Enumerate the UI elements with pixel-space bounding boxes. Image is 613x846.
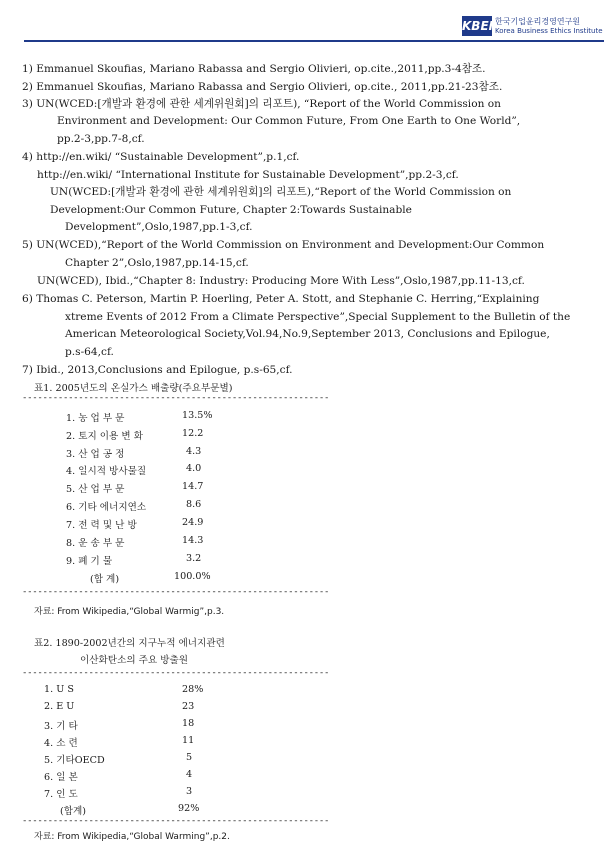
table2-total-label: (합계) [60, 806, 87, 817]
footnote-6-line-3: American Meteorological Society,Vol.94,No.9,September 2013, Conclusions and Epilogue, [65, 328, 550, 340]
table2-row-label: 4. 소 련 [44, 738, 78, 749]
footnote-3-line-3: pp.2-3,pp.7-8,cf. [57, 133, 145, 145]
table2-row-value: 11 [182, 735, 195, 746]
table1-total-value: 100.0% [174, 571, 211, 582]
table1-row-value: 14.7 [182, 481, 204, 492]
footnote-3-line-2: Environment and Development: Our Common Future, From One Earth to One World”, [57, 115, 521, 127]
table2-row-label: 2. E U [44, 701, 75, 712]
table1-caption: 표1. 2005년도의 온실가스 배출량(주요부문별) [34, 383, 233, 394]
table2-caption-line-2: 이산화탄소의 주요 방출원 [80, 655, 189, 666]
table1-row-label: 4. 일시적 방사물질 [66, 466, 147, 477]
footnote-6-line-2: xtreme Events of 2012 From a Climate Perspective”,Special Supplement to the Bulletin of the [65, 311, 571, 323]
table1-row-label: 7. 전 력 및 난 방 [66, 520, 137, 531]
table1-bottom-rule: ------------------------------------------------------------ [22, 587, 330, 597]
table1-row-label: 1. 농 업 부 문 [66, 413, 125, 424]
table1-row-label: 2. 토지 이용 변 화 [66, 431, 143, 442]
footnote-4: 4) http://en.wiki/ “Sustainable Development”,p.1,cf. [22, 151, 300, 163]
table2-row-value: 28% [182, 684, 204, 695]
table1-row-label: 9. 폐 기 물 [66, 556, 113, 567]
table2-source: 자료: From Wikipedia,“Global Warming”,p.2. [34, 832, 230, 842]
table2-row-value: 18 [182, 718, 195, 729]
table2-row-value: 3 [186, 786, 193, 797]
footnote-6: 6) Thomas C. Peterson, Martin P. Hoerling, Peter A. Stott, and Stephanie C. Herring,“Explaining [22, 293, 540, 305]
footnote-2: 2) Emmanuel Skoufias, Mariano Rabassa and Sergio Olivieri, op.cite., 2011,pp.21-23참조. [22, 81, 503, 93]
footnote-4-line-2: http://en.wiki/ “International Institute for Sustainable Development”,pp.2-3,cf. [37, 169, 459, 181]
footnote-6-line-4: p.s-64,cf. [65, 346, 114, 358]
table1-total-label: (합 계) [90, 574, 120, 585]
footnote-4-line-5: Development”,Oslo,1987,pp.1-3,cf. [65, 221, 253, 233]
table1-source: 자료: From Wikipedia,“Global Warmig”,p.3. [34, 607, 225, 617]
footnote-5-line-3: UN(WCED), Ibid.,“Chapter 8: Industry: Producing More With Less”,Oslo,1987,pp.11-13,cf. [37, 275, 525, 287]
table1-row-label: 3. 산 업 공 정 [66, 449, 125, 460]
table1-row-label: 5. 산 업 부 문 [66, 484, 125, 495]
table2-row-label: 5. 기타OECD [44, 755, 105, 766]
table1-row-value: 24.9 [182, 517, 204, 528]
table1-row-value: 4.3 [186, 446, 202, 457]
table2-total-value: 92% [178, 803, 200, 814]
footnote-3: 3) UN(WCED:[개발과 환경에 관한 세계위원회]의 리포트), “Report of the World Commission on [22, 98, 501, 110]
table1-row-value: 12.2 [182, 428, 204, 439]
table2-row-label: 3. 기 타 [44, 721, 78, 732]
footnote-7: 7) Ibid., 2013,Conclusions and Epilogue, p.s-65,cf. [22, 364, 293, 376]
header-divider [24, 40, 604, 42]
institute-logo [462, 16, 604, 38]
institute-name-korean: 한국기업윤리경영연구원 [495, 17, 581, 26]
table1-row-value: 14.3 [182, 535, 204, 546]
table2-bottom-rule: ------------------------------------------------------------ [22, 816, 330, 826]
table2-row-label: 6. 일 본 [44, 772, 78, 783]
institute-name-english: Korea Business Ethics Institute [495, 27, 603, 35]
footnote-5: 5) UN(WCED),“Report of the World Commission on Environment and Development:Our Common [22, 239, 545, 251]
table2-row-label: 1. U S [44, 684, 74, 695]
table2-row-label: 7. 인 도 [44, 789, 78, 800]
table1-row-label: 6. 기타 에너지연소 [66, 502, 147, 513]
table1-row-value: 3.2 [186, 553, 202, 564]
table1-row-value: 13.5% [182, 410, 213, 421]
footnote-5-line-2: Chapter 2”,Oslo,1987,pp.14-15,cf. [65, 257, 249, 269]
table1-row-value: 8.6 [186, 499, 202, 510]
footnote-4-line-3: UN(WCED:[개발과 환경에 관한 세계위원회]의 리포트),“Report of the World Commission on [50, 186, 512, 198]
logo-mark: KBEI [462, 16, 492, 36]
table1-row-label: 8. 운 송 부 문 [66, 538, 125, 549]
footnote-1: 1) Emmanuel Skoufias, Mariano Rabassa and Sergio Olivieri, op.cite.,2011,pp.3-4참조. [22, 63, 486, 75]
table2-top-rule: ------------------------------------------------------------ [22, 668, 330, 678]
footnote-4-line-4: Development:Our Common Future, Chapter 2:Towards Sustainable [50, 204, 412, 216]
table2-caption: 표2. 1890-2002년간의 지구누적 에너지관련 [34, 638, 225, 649]
table2-row-value: 23 [182, 701, 195, 712]
table1-row-value: 4.0 [186, 463, 202, 474]
table2-row-value: 5 [186, 752, 193, 763]
table1-top-rule: ------------------------------------------------------------ [22, 393, 330, 403]
table2-row-value: 4 [186, 769, 193, 780]
